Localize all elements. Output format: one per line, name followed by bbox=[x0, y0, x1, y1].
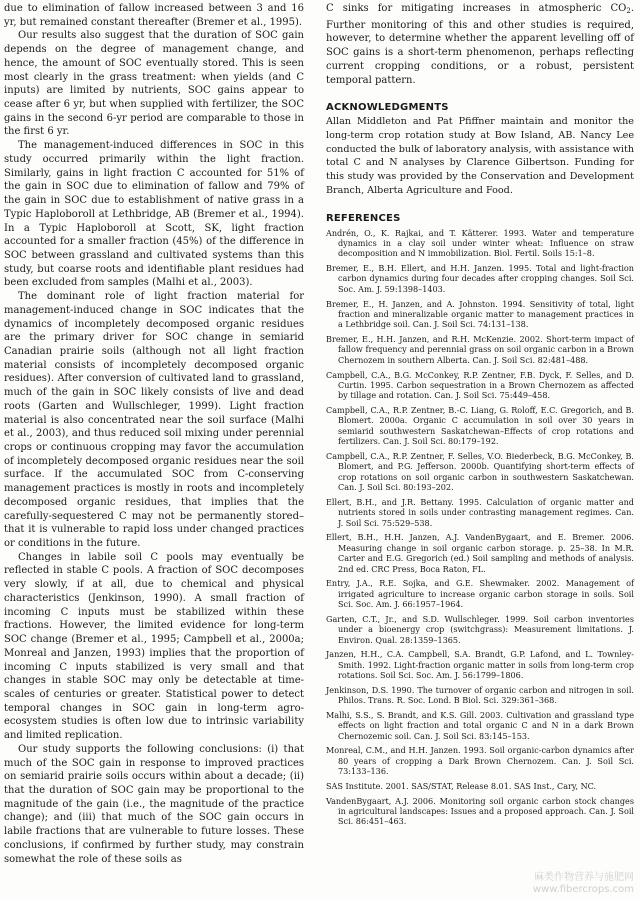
reference-item: Malhi, S.S., S. Brandt, and K.S. Gill. 2003. Cultivation and grassland type effects on light fraction and total organic C and N in a dark Brown Chernozemic soil. Can. J. Soil Sci. 83:145–153. bbox=[326, 709, 634, 741]
reference-item: Andrén, O., K. Rajkai, and T. Kätterer. 1993. Water and temperature dynamics in a clay soil under winter wheat: Influence on straw decomposition and N immobilization. Biol. Fertil. Soils 15:1–8. bbox=[326, 227, 634, 259]
right-column bbox=[326, 2, 634, 831]
body-paragraph: Our study supports the following conclusions: (i) that much of the SOC gain in response to improved practices on semiarid prairie soils occurs within about a decade; (ii) that the duration of SOC gain may be proportional to the magnitude of the gain (i.e., the magnitude of the practice change); and (iii) that much of the SOC gain occurs in labile fractions that are vulnerable to future losses. These conclusions, if confirmed by further study, may constrain somewhat the role of these soils as bbox=[4, 743, 304, 865]
continued-text-part: C sinks for mitigating increases in atmospheric CO bbox=[326, 3, 627, 14]
acknowledgments-text: Allan Middleton and Pat Pfiffner maintain and monitor the long-term crop rotation study at Bow Island, AB. Nancy Lee conducted the bulk of laboratory analysis, with assistance with total C and N analyses by Clarence Gilbertson. Funding for this study was provided by the Conservation and Development Branch, Alberta Agriculture and Food. bbox=[326, 116, 634, 196]
references-heading: REFERENCES bbox=[326, 212, 401, 224]
reference-item: Campbell, C.A., R.P. Zentner, B.-C. Liang, G. Roloff, E.C. Gregorich, and B. Blomert. 2000a. Organic C accumulation in soil over 30 years in semiarid southwestern Saskatchewan–Effects of crop rotations and fertilizers. Can. J. Soil Sci. 80:179–192. bbox=[326, 405, 634, 447]
watermark bbox=[533, 872, 634, 896]
reference-item: VandenBygaart, A.J. 2006. Monitoring soil organic carbon stock changes in agricultural landscapes: Issues and a proposed approach. Can. J. Soil Sci. 86:451–463. bbox=[326, 795, 634, 827]
reference-item: Janzen, H.H., C.A. Campbell, S.A. Brandt, G.P. Lafond, and L. Townley-Smith. 1992. Light-fraction organic matter in soils from long-term crop rotations. Soil Sci. Soc. Am. J. 56:1799–1806. bbox=[326, 649, 634, 681]
reference-item: Entry, J.A., R.E. Sojka, and G.E. Shewmaker. 2002. Management of irrigated agriculture to increase organic carbon storage in soils. Soil Sci. Soc. Am. J. 66:1957–1964. bbox=[326, 578, 634, 610]
reference-item: Jenkinson, D.S. 1990. The turnover of organic carbon and nitrogen in soil. Philos. Trans. R. Soc. Lond. B Biol. Sci. 329:361–368. bbox=[326, 684, 634, 706]
reference-item: Ellert, B.H., and J.R. Bettany. 1995. Calculation of organic matter and nutrients stored in soils under contrasting management regimes. Can. J. Soil Sci. 75:529–538. bbox=[326, 496, 634, 528]
body-paragraph: due to elimination of fallow increased between 3 and 16 yr, but remained constant thereafter (Bremer et al., 1995). bbox=[4, 3, 304, 28]
reference-item: Campbell, C.A., R.P. Zentner, F. Selles, V.O. Biederbeck, B.G. McConkey, B. Blomert, and P.G. Jefferson. 2000b. Quantifying short-term effects of crop rotations on soil organic carbon in southwestern Saskatchewan. Can. J. Soil Sci. 80:193–202. bbox=[326, 450, 634, 493]
continued-paragraph bbox=[326, 2, 634, 87]
body-paragraph: The dominant role of light fraction material for management-induced change in SOC indicates that the dynamics of incompletely decomposed organic residues are the primary driver for SOC change in semiarid Canadian prairie soils (although not all light fraction material consists of incompletely decomposed organic residues). After conversion of cultivated land to grassland, much of the gain in SOC likely consists of live and dead roots (Garten and Wullschleger, 1999). Light fraction material is also concentrated near the soil surface (Malhi et al., 2003), and thus reduced soil mixing under perennial crops or continuous cropping may favor the accumulation of incompletely decomposed organic residues near the soil surface. If the accumulated SOC from C-conserving management practices is mostly in roots and incompletely decomposed organic residues, that implies that the carefully-sequestered C may not be permanently stored–that it is vulnerable to rapid loss under changed practices or conditions in the future. bbox=[4, 291, 304, 550]
reference-item: Ellert, B.H., H.H. Janzen, A.J. VandenBygaart, and E. Bremer. 2006. Measuring change in soil organic carbon storage. p. 25–38. In M.R. Carter and E.G. Gregorich (ed.) Soil sampling and methods of analysis. 2nd ed. CRC Press, Boca Raton, FL. bbox=[326, 532, 634, 574]
watermark-line: 麻类作物营养与施肥网 bbox=[534, 872, 634, 883]
subscript: 2 bbox=[626, 7, 631, 15]
reference-item: Campbell, C.A., B.G. McConkey, R.P. Zentner, F.B. Dyck, F. Selles, and D. Curtin. 1995. Carbon sequestration in a Brown Chernozem as affected by tillage and rotation. Can. J. Soil Sci. 75:449–458. bbox=[326, 369, 634, 401]
reference-item: SAS Institute. 2001. SAS/STAT, Release 8.01. SAS Inst., Cary, NC. bbox=[326, 780, 597, 791]
acknowledgments-heading: ACKNOWLEDGMENTS bbox=[326, 102, 449, 114]
reference-item: Bremer, E., H.H. Janzen, and R.H. McKenzie. 2002. Short-term impact of fallow frequency and perennial grass on soil organic carbon in a Brown Chernozem in southern Alberta. Can. J. Soil Sci. 82:481–488. bbox=[326, 334, 634, 365]
body-paragraph: Changes in labile soil C pools may eventually be reflected in stable C pools. A fraction of SOC decomposes very slowly, if at all, due to chemical and physical characteristics (Jenkinson, 1990). A small fraction of incoming C inputs must be stabilized within these fractions. However, the limited evidence for long-term SOC change (Bremer et al., 1995; Campbell et al., 2000a; Monreal and Janzen, 1993) implies that the proportion of incoming C inputs stabilized is very small and that changes in stable SOC may only be detectable at time-scales of centuries or greater. Statistical power to detect temporal changes in SOC gain in long-term agro-ecosystem studies is often low due to intrinsic variability and limited replication. bbox=[4, 551, 304, 742]
continued-text-part: . Further monitoring of this and other studies is required, however, to determine whether the apparent levelling off of SOC gains is a short-term phenomenon, perhaps reflecting current cropping conditions, or a robust, persistent temporal pattern. bbox=[326, 3, 634, 86]
reference-item: Garten, C.T., Jr., and S.D. Wullschleger. 1999. Soil carbon inventories under a bioenergy crop (switchgrass): Measurement limitations. J. Environ. Qual. 28:1359–1365. bbox=[326, 613, 634, 645]
body-paragraph: The management-induced differences in SOC in this study occurred primarily within the light fraction. Similarly, gains in light fraction C accounted for 51% of the gain in SOC due to elimination of fallow and 79% of the gain in SOC due to establishment of native grass in a Typic Haploboroll at Lethbridge, AB (Bremer et al., 1994). In a Typic Haploboroll at Scott, SK, light fraction accounted for a smaller fraction (45%) of the difference in SOC between grassland and cultivated systems than this study, but coarse roots and identifiable plant residues had been excluded from samples (Malhi et al., 2003). bbox=[4, 140, 304, 289]
reference-item: Bremer, E., H. Janzen, and A. Johnston. 1994. Sensitivity of total, light fraction and mineralizable organic matter to management practices in a Lethbridge soil. Can. J. Soil Sci. 74:131–138. bbox=[326, 298, 634, 330]
left-column bbox=[4, 2, 304, 866]
references-list bbox=[326, 228, 634, 827]
reference-item: Bremer, E., B.H. Ellert, and H.H. Janzen. 1995. Total and light-fraction carbon dynamics during four decades after cropping changes. Soil Sci. Soc. Am. J. 59:1398–1403. bbox=[326, 263, 634, 294]
body-paragraph: Our results also suggest that the duration of SOC gain depends on the degree of management change, and hence, the amount of SOC eventually stored. This is seen most clearly in the grass treatment: when yields (and C inputs) are limited by nutrients, SOC gains appear to cease after 6 yr, but when supplied with fertilizer, the SOC gains in the second 6-yr period are comparable to those in the first 6 yr. bbox=[4, 30, 304, 138]
reference-item: Monreal, C.M., and H.H. Janzen. 1993. Soil organic-carbon dynamics after 80 years of cropping a Dark Brown Chernozem. Can. J. Soil Sci. 73:133–136. bbox=[326, 745, 634, 777]
watermark-url: www.fibercrops.com bbox=[532, 884, 634, 895]
